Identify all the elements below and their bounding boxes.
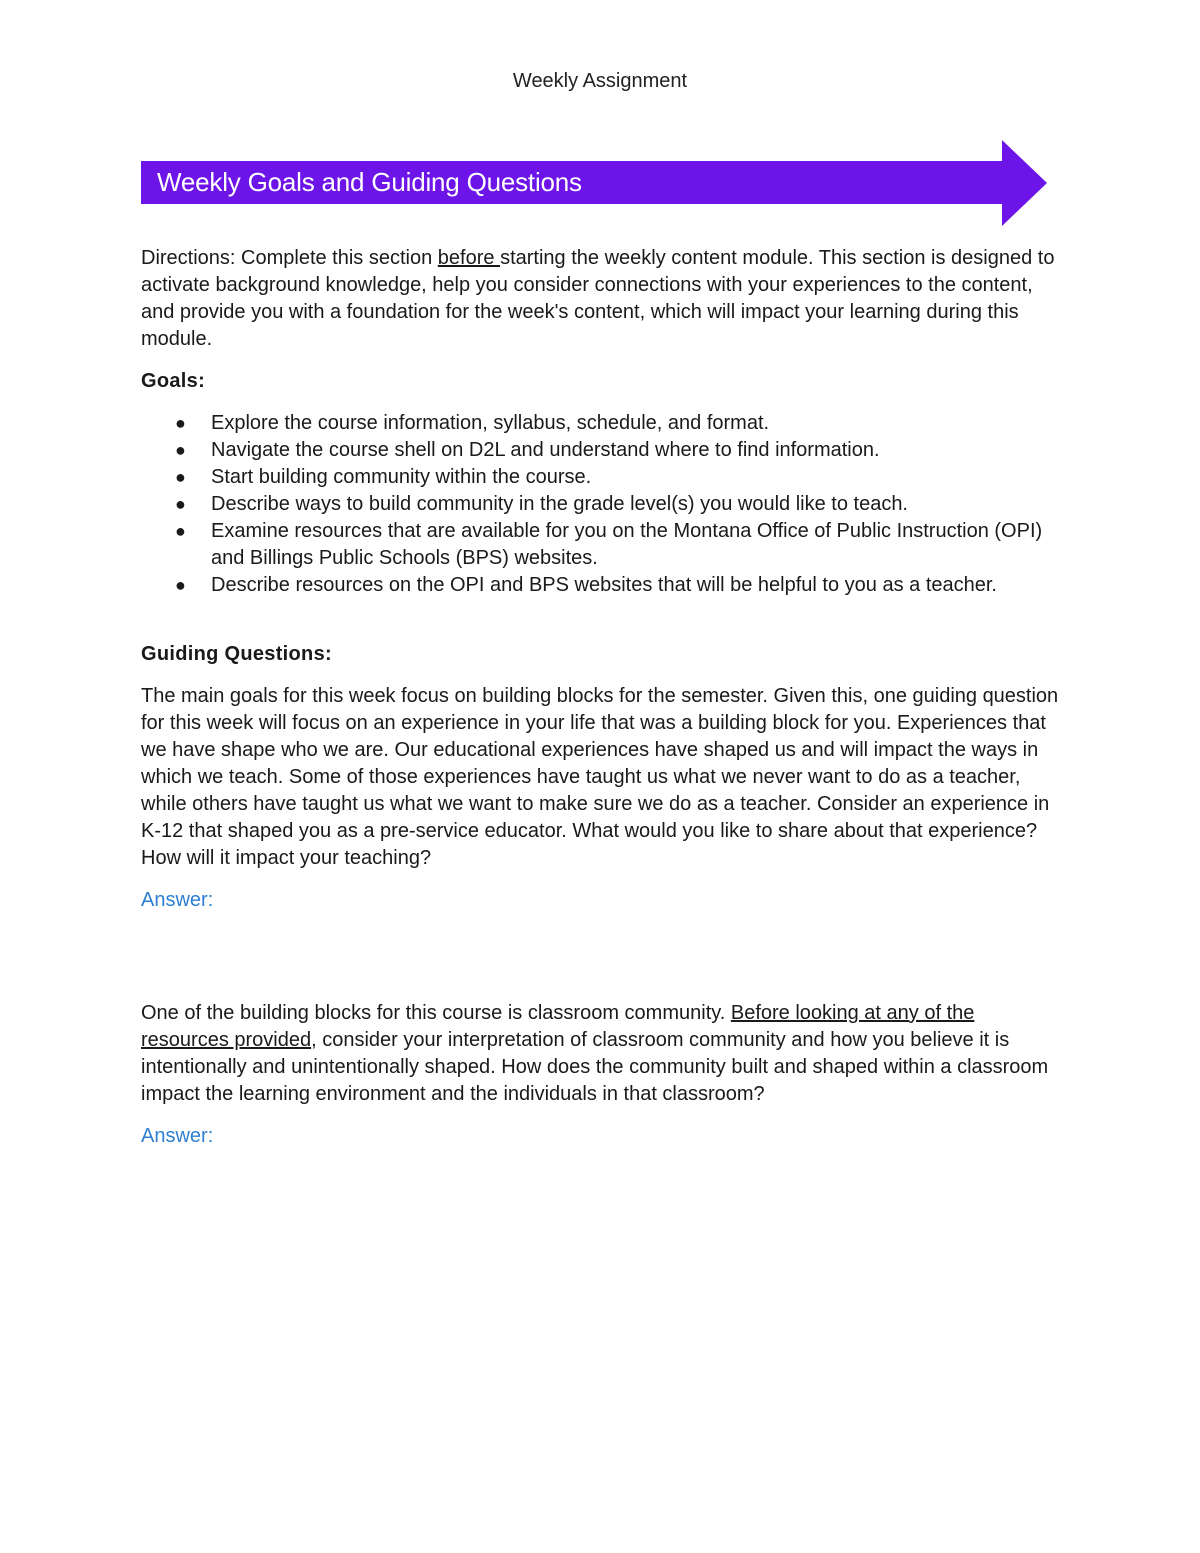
answer-space-1[interactable]	[141, 914, 1066, 1000]
directions-paragraph	[141, 245, 1066, 353]
document-body	[141, 245, 1066, 1150]
directions-suffix: starting the weekly content module. This section is designed to activate background knowledge, help you consider connections with your experiences to the content, and provide you with a foundation for the week's content, which will impact your learning during this module.	[141, 247, 1055, 350]
goals-heading: Goals:	[141, 370, 206, 392]
goals-list	[141, 410, 1066, 599]
q2-prefix: One of the building blocks for this course is classroom community.	[141, 1002, 731, 1024]
goal-text: Navigate the course shell on D2L and understand where to find information.	[211, 439, 880, 461]
goal-text: Start building community within the course.	[211, 466, 592, 488]
bullet-icon: ●	[175, 440, 186, 460]
guiding-questions-heading: Guiding Questions:	[141, 643, 332, 665]
section-banner	[141, 140, 1047, 226]
q2-underlined: Before looking at any of the resources provided	[141, 1002, 975, 1051]
goal-text: Examine resources that are available for you on the Montana Office of Public Instruction (OPI) and Billings Public Schools (BPS) websites.	[211, 520, 1043, 569]
answer-label-2: Answer:	[141, 1125, 214, 1147]
bullet-icon: ●	[175, 494, 186, 514]
guiding-question-2	[141, 1000, 1066, 1108]
goal-item	[141, 437, 1066, 464]
goal-item	[141, 518, 1066, 572]
goal-item	[141, 464, 1066, 491]
bullet-icon: ●	[175, 467, 186, 487]
bullet-icon: ●	[175, 413, 186, 433]
directions-underlined: before	[437, 247, 501, 269]
directions-prefix: Directions: Complete this section	[141, 247, 438, 269]
banner-title: Weekly Goals and Guiding Questions	[157, 167, 582, 197]
goal-item	[141, 491, 1066, 518]
answer-label-1: Answer:	[141, 889, 214, 911]
goal-text: Describe resources on the OPI and BPS websites that will be helpful to you as a teacher.	[211, 574, 997, 596]
goal-text: Explore the course information, syllabus, schedule, and format.	[211, 412, 770, 434]
goal-text: Describe ways to build community in the grade level(s) you would like to teach.	[211, 493, 908, 515]
guiding-question-1: The main goals for this week focus on building blocks for the semester. Given this, one guiding question for this week will focus on an experience in your life that was a building block for you. Experiences that we have shape who we are. Our educational experiences have shaped us and will impact the ways in which we teach. Some of those experiences have taught us what we never want to do as a teacher, while others have taught us what we want to make sure we do as a teacher. Consider an experience in K-12 that shaped you as a pre-service educator. What would you like to share about that experience? How will it impact your teaching?	[141, 685, 1059, 869]
page-header: Weekly Assignment	[512, 70, 688, 92]
goal-item	[141, 410, 1066, 437]
bullet-icon: ●	[175, 575, 186, 595]
goal-item	[141, 572, 1066, 599]
bullet-icon: ●	[175, 521, 186, 541]
q2-suffix: , consider your interpretation of classroom community and how you believe it is intentionally and unintentionally shaped. How does the community built and shaped within a classroom impact the learning environment and the individuals in that classroom?	[141, 1029, 1049, 1105]
